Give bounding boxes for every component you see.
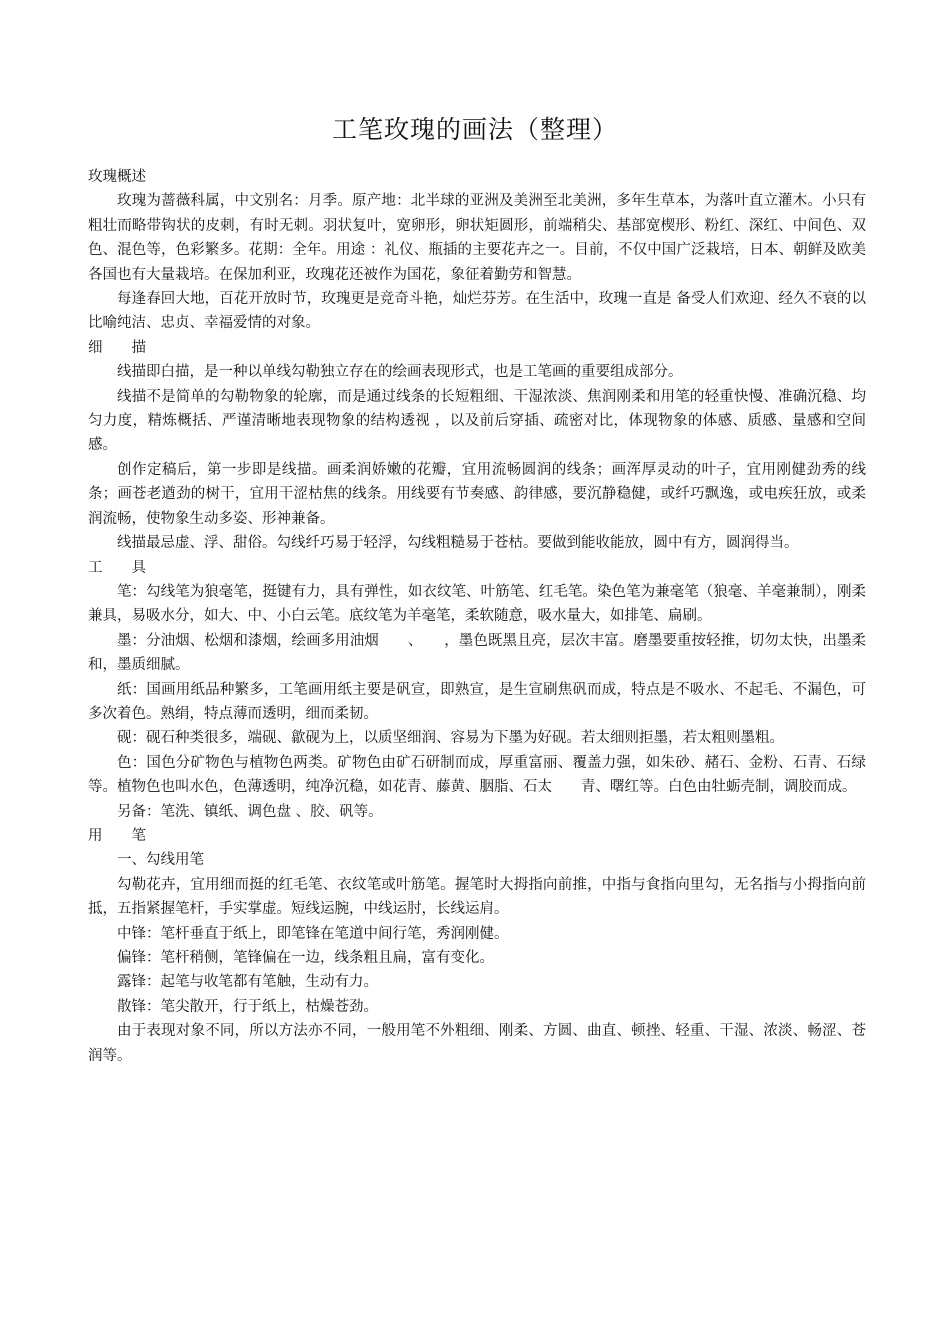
- paragraph: 线描不是简单的勾勒物象的轮廓，而是通过线条的长短粗细、干湿浓淡、焦润刚柔和用笔的轻重快慢、准确沉稳、均匀力度，精炼概括、严谨清晰地表现物象的结构透视 ，以及前后穿插、疏密对比，体现物象的体感、质感、量感和空间感。: [88, 388, 866, 454]
- paragraph: 线描即白描，是一种以单线勾勒独立存在的绘画表现形式，也是工笔画的重要组成部分。: [117, 364, 683, 381]
- paragraph: 另备：笔洗、镇纸、调色盘 、胶、矾等。: [117, 803, 383, 820]
- page-title: 工笔玫瑰的画法（整理）: [331, 115, 618, 144]
- paragraph: 勾勒花卉，宜用细而挺的红毛笔、衣纹笔或叶筋笔。握笔时大拇指向前推，中指与食指向里勾，无名指与小拇指向前抵，五指紧握笔杆，手实掌虚。短线运腕，中线运肘，长线运肩。: [88, 876, 866, 918]
- document-body: [88, 165, 866, 1068]
- paragraph: 纸：国画用纸品种繁多，工笔画用纸主要是矾宣，即熟宣，是生宣刷焦矾而成，特点是不吸水、不起毛、不漏色，可多次着色。熟绢，特点薄而透明，细而柔韧。: [88, 681, 866, 722]
- paragraph: 色：国色分矿物色与植物色两类。矿物色由矿石研制而成，厚重富丽、覆盖力强，如朱砂、赭石、金粉、石青、石绿等。植物色也叫水色，色薄透明，纯净沉稳，如花青、藤黄、胭脂、石太 青、曙红等。白色由牡蛎壳制，调胶而成。: [88, 754, 866, 796]
- paragraph: 露锋：起笔与收笔都有笔触，生动有力。: [117, 974, 378, 991]
- paragraph: 玫瑰为蔷薇科属，中文别名：月季。原产地：北半球的亚洲及美洲至北美洲，多年生草本，为落叶直立灌木。小只有粗壮而略带钩状的皮刺，有时无刺。羽状复叶，宽卵形，卵状矩圆形，前端稍尖、基部宽楔形、粉红、深红、中间色、双色、混色等，色彩繁多。花期：全年。用途 ：礼仪、瓶插的主要花卉之一。目前，不仅中国广泛栽培，日本、朝鲜及欧美各国也有大量栽培。在保加利亚，玫瑰花还被作为国花，象征着勤劳和智慧。: [88, 193, 866, 283]
- paragraph: 中锋：笔杆垂直于纸上，即笔锋在笔道中间行笔，秀润刚健。: [117, 925, 509, 942]
- section-heading-line-drawing: 细 描: [88, 339, 146, 356]
- paragraph: 散锋：笔尖散开，行于纸上，枯燥苍劲。: [117, 998, 378, 1015]
- paragraph: 线描最忌虚、浮、甜俗。勾线纤巧易于轻浮，勾线粗糙易于苍枯。要做到能收能放，圆中有方，圆润得当。: [117, 535, 799, 552]
- paragraph: 墨：分油烟、松烟和漆烟，绘画多用油烟 、 ，墨色既黑且亮，层次丰富。磨墨要重按轻推，切勿太快，出墨柔和，墨质细腻。: [88, 632, 866, 674]
- paragraph: 偏锋：笔杆稍侧，笔锋偏在一边，线条粗且扁，富有变化。: [117, 950, 494, 966]
- paragraph: 笔：勾线笔为狼毫笔，挺键有力，具有弹性，如衣纹笔、叶筋笔、红毛笔。染色笔为兼毫笔（狼毫、羊毫兼制），刚柔兼具，易吸水分，如大、中、小白云笔。底纹笔为羊毫笔，柔软随意，吸水量大，如排笔、扁刷。: [88, 583, 866, 625]
- paragraph: 每逢春回大地，百花开放时节，玫瑰更是竞奇斗艳，灿烂芬芳。在生活中，玫瑰一直是 备受人们欢迎、经久不衰的以比喻纯洁、忠贞、幸福爱情的对象。: [88, 291, 866, 332]
- paragraph: 由于表现对象不同，所以方法亦不同，一般用笔不外粗细、刚柔、方圆、曲直、顿挫、轻重、干湿、浓淡、畅涩、苍润等。: [88, 1023, 866, 1064]
- paragraph: 创作定稿后，第一步即是线描。画柔润娇嫩的花瓣，宜用流畅圆润的线条；画浑厚灵动的叶子，宜用刚健劲秀的线条；画苍老遒劲的树干，宜用干涩枯焦的线条。用线要有节奏感、韵律感，要沉静稳健，或纤巧飘逸，或电疾狂放，或柔润流畅，使物象生动多姿、形神兼备。: [88, 461, 866, 527]
- paragraph: 砚：砚石种类很多，端砚、歙砚为上，以质坚细润、容易为下墨为好砚。若太细则拒墨，若太粗则墨粗。: [117, 730, 784, 747]
- section-heading-overview: 玫瑰概述: [88, 169, 146, 185]
- section-heading-brush-use: 用 笔: [88, 827, 146, 844]
- section-heading-tools: 工 具: [88, 559, 146, 576]
- subheading: 一、勾线用笔: [117, 852, 204, 869]
